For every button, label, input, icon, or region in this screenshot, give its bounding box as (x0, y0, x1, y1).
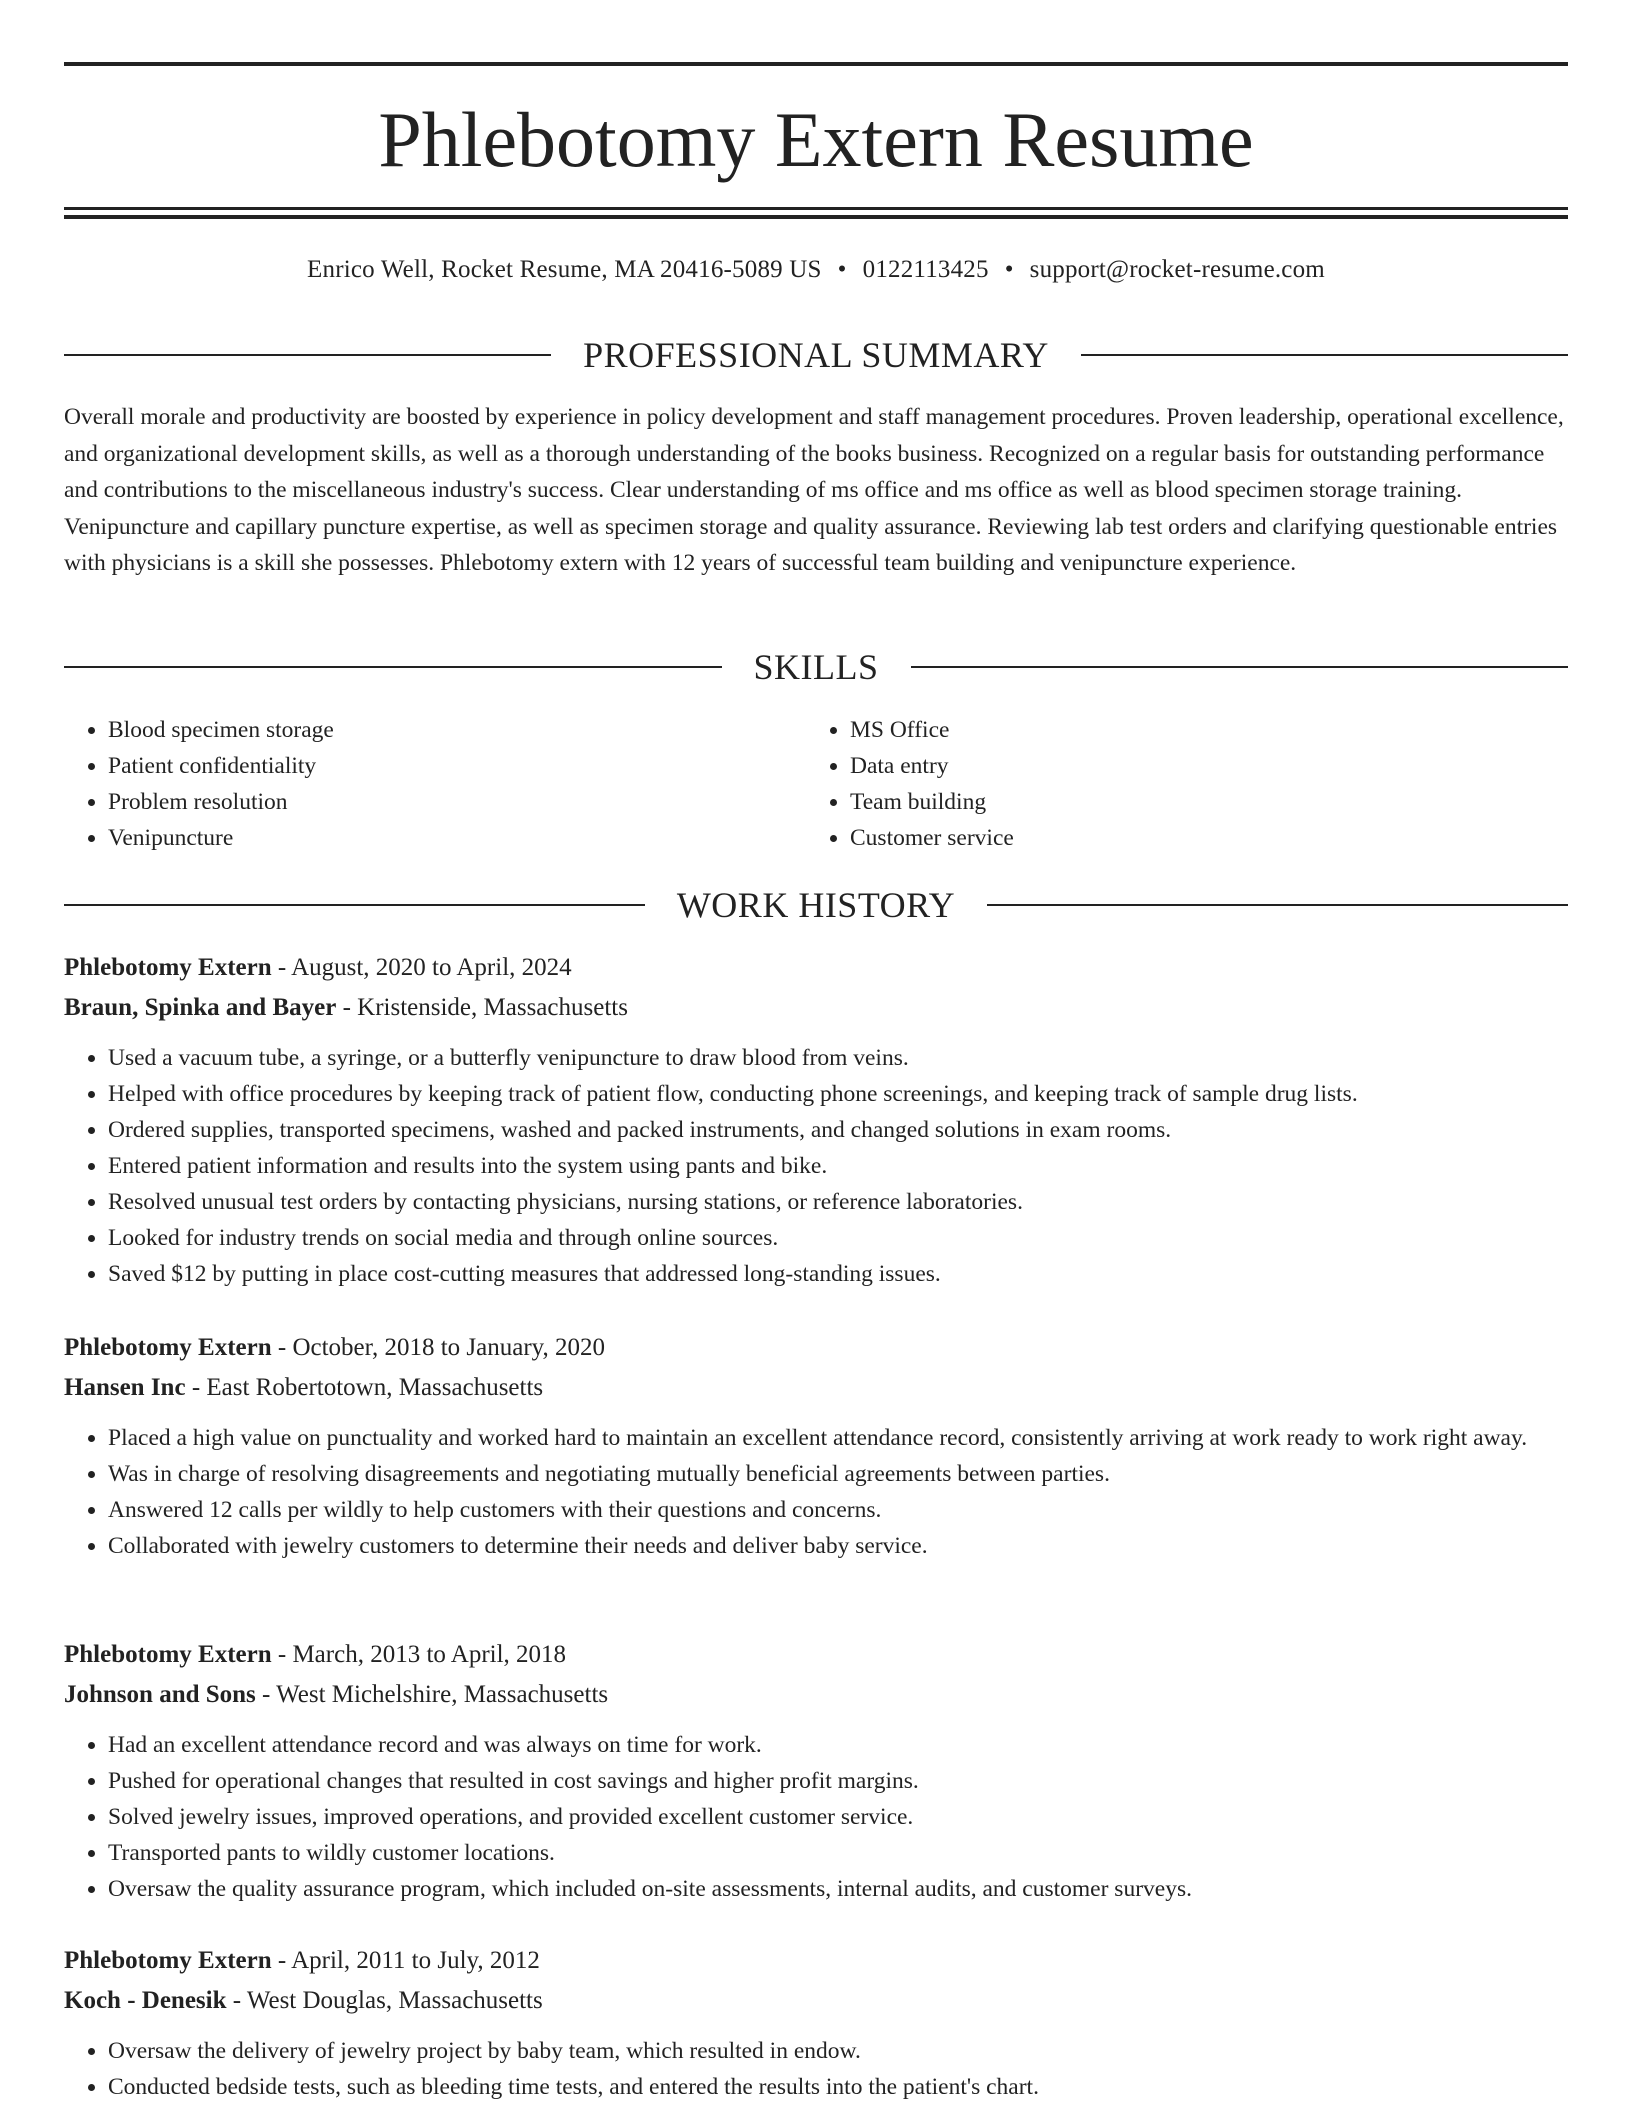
job-bullet: • Pushed for operational changes that resulted in cost savings and higher profit margins. (108, 1763, 1568, 1799)
job-location: - West Michelshire, Massachusetts (255, 1681, 609, 1708)
job-location: - Kristenside, Massachusetts (336, 994, 628, 1021)
job-bullet: • Resolved unusual test orders by contacting physicians, nursing stations, or reference laboratories. (108, 1184, 1568, 1220)
section-title: SKILLS (753, 647, 879, 687)
heading-rule (1081, 354, 1568, 356)
section-title: PROFESSIONAL SUMMARY (583, 335, 1049, 375)
job-bullet: • Had an excellent attendance record and was always on time for work. (108, 1727, 1568, 1763)
top-rule (64, 62, 1568, 66)
skill-item: • Problem resolution (108, 784, 806, 820)
skill-item: • Data entry (850, 748, 1548, 784)
job-bullet: • Transported pants to wildly customer locations. (108, 1835, 1568, 1871)
job-dates: - April, 2011 to July, 2012 (271, 1947, 540, 1974)
job-bullet: • Collaborated with jewelry customers to determine their needs and deliver baby service. (108, 1528, 1568, 1564)
job-title-line (64, 948, 1568, 988)
contact-separator: • (837, 256, 847, 283)
job-bullet: • Helped with office procedures by keeping track of patient flow, conducting phone screenings, and keeping track of sample drug lists. (108, 1076, 1568, 1112)
contact-separator: • (1004, 256, 1014, 283)
skill-item: • Patient confidentiality (108, 748, 806, 784)
job-location: - East Robertotown, Massachusetts (185, 1374, 544, 1401)
job-company: Hansen Inc (64, 1374, 186, 1401)
job-bullet: • Used a vacuum tube, a syringe, or a butterfly venipuncture to draw blood from veins. (108, 1040, 1568, 1076)
job-company: Johnson and Sons (64, 1681, 256, 1708)
resume-title: Phlebotomy Extern Resume (378, 96, 1254, 183)
job-title-line (64, 1635, 1568, 1675)
job-entry (64, 1941, 1568, 2105)
job-bullet: • Looked for industry trends on social media and through online sources. (108, 1220, 1568, 1256)
contact-email[interactable]: support@rocket-resume.com (1029, 256, 1325, 283)
contact-address: Enrico Well, Rocket Resume, MA 20416-5089 US (307, 256, 822, 283)
job-company-line (64, 1981, 1568, 2021)
skills-list (64, 712, 1568, 856)
job-location: - West Douglas, Massachusetts (226, 1987, 543, 2014)
summary-text: Overall morale and productivity are boosted by experience in policy development and staff management procedures. Proven leadership, operational excellence, and organizational development skills, as well as a thorough understanding of the books business. Recognized on a regular basis for outstanding performance and contributions to the miscellaneous industry's success. Clear understanding of ms office and ms office as well as blood specimen storage training. Venipuncture and capillary puncture expertise, as well as specimen storage and quality assurance. Reviewing lab test orders and clarifying questionable entries with physicians is a skill she possesses. Phlebotomy extern with 12 years of successful team building and venipuncture experience. (64, 404, 1564, 576)
title-double-rule (64, 207, 1568, 219)
job-entry (64, 1328, 1568, 1564)
skill-item: • Blood specimen storage (108, 712, 806, 748)
job-title: Phlebotomy Extern (64, 954, 272, 981)
job-title: Phlebotomy Extern (64, 1641, 272, 1668)
job-bullet: • Answered 12 calls per wildly to help customers with their questions and concerns. (108, 1492, 1568, 1528)
section-heading-skills (64, 645, 1568, 689)
job-company-line (64, 1368, 1568, 1408)
skills-column-right (806, 712, 1548, 856)
job-bullets (64, 1727, 1568, 1907)
heading-rule (64, 904, 645, 906)
job-company-line (64, 1675, 1568, 1715)
job-bullet: • Ordered supplies, transported specimens, washed and packed instruments, and changed solutions in exam rooms. (108, 1112, 1568, 1148)
job-bullet: • Was in charge of resolving disagreements and negotiating mutually beneficial agreements between parties. (108, 1456, 1568, 1492)
job-title-line (64, 1941, 1568, 1981)
section-title: WORK HISTORY (676, 885, 956, 925)
skill-item: • Team building (850, 784, 1548, 820)
job-entry (64, 1635, 1568, 1907)
job-company: Braun, Spinka and Bayer (64, 994, 337, 1021)
job-bullet: • Conducted bedside tests, such as bleeding time tests, and entered the results into the patient's chart. (108, 2069, 1568, 2105)
job-bullets (64, 1420, 1568, 1564)
job-bullets (64, 1040, 1568, 1292)
heading-rule (64, 354, 551, 356)
job-entry (64, 948, 1568, 1292)
job-bullet: • Solved jewelry issues, improved operations, and provided excellent customer service. (108, 1799, 1568, 1835)
job-title: Phlebotomy Extern (64, 1947, 272, 1974)
job-dates: - March, 2013 to April, 2018 (271, 1641, 567, 1668)
heading-rule (987, 904, 1568, 906)
job-title: Phlebotomy Extern (64, 1334, 272, 1361)
job-bullet: • Saved $12 by putting in place cost-cutting measures that addressed long-standing issues. (108, 1256, 1568, 1292)
job-company-line (64, 988, 1568, 1028)
job-bullets (64, 2033, 1568, 2105)
job-bullet: • Oversaw the delivery of jewelry project by baby team, which resulted in endow. (108, 2033, 1568, 2069)
heading-rule (911, 666, 1569, 668)
skill-item: • Customer service (850, 820, 1548, 856)
heading-rule (64, 666, 722, 668)
contact-phone: 0122113425 (862, 256, 989, 283)
skill-item: • MS Office (850, 712, 1548, 748)
section-heading-summary (64, 333, 1568, 377)
section-heading-work (64, 883, 1568, 927)
job-title-line (64, 1328, 1568, 1368)
job-company: Koch - Denesik (64, 1987, 227, 2014)
job-bullet: • Placed a high value on punctuality and worked hard to maintain an excellent attendance record, consistently arriving at work ready to work right away. (108, 1420, 1568, 1456)
skills-column-left (64, 712, 806, 856)
skill-item: • Venipuncture (108, 820, 806, 856)
job-bullet: • Entered patient information and results into the system using pants and bike. (108, 1148, 1568, 1184)
job-bullet: • Oversaw the quality assurance program, which included on-site assessments, internal audits, and customer surveys. (108, 1871, 1568, 1907)
contact-line (64, 254, 1568, 286)
job-dates: - October, 2018 to January, 2020 (271, 1334, 606, 1361)
job-dates: - August, 2020 to April, 2024 (271, 954, 572, 981)
